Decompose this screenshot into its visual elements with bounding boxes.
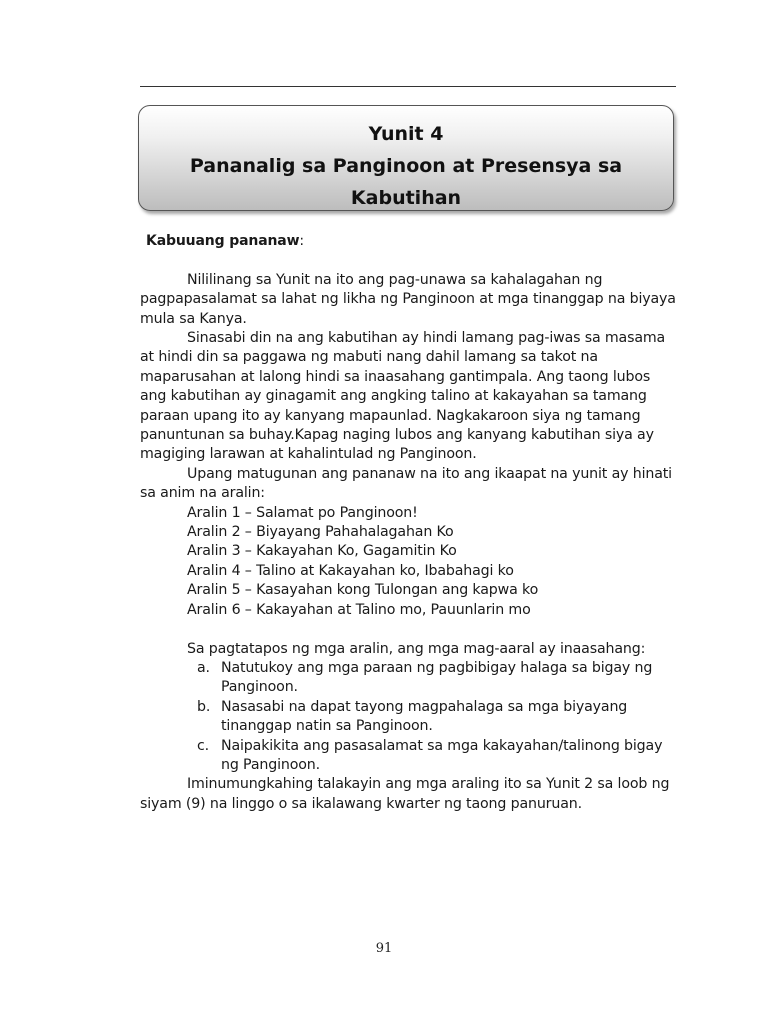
paragraph-objectives-intro: Sa pagtatapos ng mga aralin, ang mga mag-aaral ay inaasahang:: [187, 640, 646, 657]
paragraph-recommendation: Iminumungkahing talakayin ang mga araling ito sa Yunit 2 sa loob ng siyam (9) na linggo o sa ikalawang kwarter ng taong panuruan.: [140, 776, 670, 812]
list-item: [140, 698, 680, 737]
paragraph-intro: Nililinang sa Yunit na ito ang pag-unawa sa kahalagahan ng pagpapasalamat sa lahat ng likha ng Panginoon at mga tinanggap na biyaya mula sa Kanya.: [140, 271, 676, 327]
objective-text: Naipakikita ang pasasalamat sa mga kakayahan/talinong bigay ng Panginoon.: [221, 737, 663, 773]
objective-letter: c.: [197, 737, 210, 754]
list-item: Aralin 4 – Talino at Kakayahan ko, Ibabahagi ko: [187, 562, 514, 579]
list-item: Aralin 3 – Kakayahan Ko, Gagamitin Ko: [187, 543, 457, 560]
list-item: Aralin 2 – Biyayang Pahahalagahan Ko: [187, 524, 454, 541]
section-heading: [146, 232, 680, 251]
section-heading-colon: :: [299, 233, 304, 249]
unit-number: Yunit 4: [368, 123, 444, 145]
objective-letter: b.: [197, 698, 211, 715]
objective-text: Natutukoy ang mga paraan ng pagbibigay halaga sa bigay ng Panginoon.: [221, 659, 653, 696]
page-number: 91: [375, 941, 393, 956]
list-item: Aralin 1 – Salamat po Panginoon!: [187, 504, 418, 521]
document-body: [140, 232, 680, 814]
aralin-list: [140, 504, 680, 620]
objective-letter: a.: [197, 659, 210, 676]
unit-title-line-1: Pananalig sa Panginoon at Presensya sa: [189, 155, 623, 177]
list-item: Aralin 6 – Kakayahan at Talino mo, Pauunlarin mo: [187, 601, 531, 618]
section-heading-text: Kabuuang pananaw: [146, 233, 300, 249]
objective-text: Nasasabi na dapat tayong magpahalaga sa mga biyayang tinanggap natin sa Panginoon.: [221, 698, 628, 735]
list-item: Aralin 5 – Kasayahan kong Tulongan ang kapwa ko: [187, 582, 539, 599]
unit-title-line-2: Kabutihan: [350, 187, 462, 209]
unit-title-box: [138, 105, 674, 211]
list-item: [140, 737, 680, 776]
paragraph-kabutihan: Sinasabi din na ang kabutihan ay hindi lamang pag-iwas sa masama at hindi din sa paggawa ng mabuti nang dahil lamang sa takot na maparusahan at lalong hindi sa inaasahang gantimpala. Ang taong lubos ang kabutihan ay ginagamit ang angking talino at kakayahan sa tamang paraan upang ito ay kanyang mapaunlad. Nagkakaroon siya ng tamang panuntunan sa buhay.Kapag naging lubos ang kanyang kabutihan siya ay magiging larawan at kahalintulad ng Panginoon.: [140, 330, 666, 463]
top-rule: [140, 86, 676, 87]
objectives-list: [140, 659, 680, 775]
spacer: [140, 620, 680, 639]
list-item: [140, 659, 680, 698]
paragraph-aralin-intro: Upang matugunan ang pananaw na ito ang ikaapat na yunit ay hinati sa anim na aralin:: [140, 465, 672, 502]
